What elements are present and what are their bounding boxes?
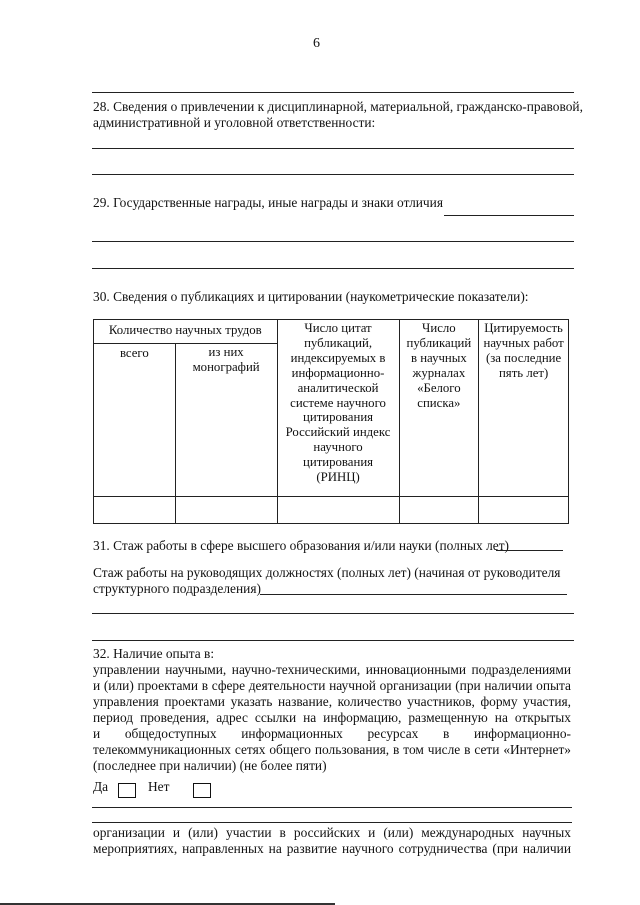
header-scientific-works-count: Количество научных трудов: [94, 320, 278, 344]
section-31-answer-line-1[interactable]: [92, 613, 574, 614]
publications-table: [93, 319, 569, 524]
section-28-line-2: административной и уголовной ответственности:: [93, 115, 376, 130]
no-label: Нет: [148, 779, 170, 794]
section-32-para-line-6: телекоммуникационных сетях общего пользования, в том числе в сети «Интернет»: [93, 742, 571, 757]
section-32-para-line-5: и общедоступных информационных ресурсах в информационно-: [93, 726, 571, 741]
section-29-answer-inline[interactable]: [444, 215, 574, 216]
page-number: 6: [313, 36, 320, 51]
header-citation-index: Цитируемость научных работ (за последние пять лет): [479, 320, 569, 497]
section-30-label: 30. Сведения о публикациях и цитировании (наукометрические показатели):: [93, 289, 529, 304]
section-32-next-line-1: организации и (или) участии в российских и (или) международных научных: [93, 825, 571, 840]
section-32-para-line-4: период проведения, адрес ссылки на информацию, размещенную на открытых: [93, 710, 571, 725]
section-32-para-line-2: и (или) проектами в сфере деятельности научной организации (при наличии опыта: [93, 678, 571, 693]
section-31-years-field[interactable]: [496, 550, 563, 551]
section-32-next-line-2: мероприятиях, направленных на развитие научного сотрудничества (при наличии: [93, 841, 571, 856]
cell-whitelist-publications[interactable]: [399, 497, 479, 524]
yes-checkbox[interactable]: [118, 783, 136, 798]
header-total: всего: [94, 344, 176, 497]
section-28-line-1: 28. Сведения о привлечении к дисциплинарной, материальной, гражданско-правовой,: [93, 99, 583, 114]
cell-monographs[interactable]: [175, 497, 277, 524]
table-header-row: [94, 320, 569, 344]
cell-citation-index[interactable]: [479, 497, 569, 524]
management-years-field[interactable]: [260, 594, 567, 595]
top-rule: [92, 92, 574, 93]
header-monographs: из них монографий: [175, 344, 277, 497]
no-checkbox[interactable]: [193, 783, 211, 798]
header-whitelist-publications: Число публикаций в научных журналах «Белого списка»: [399, 320, 479, 497]
section-29-answer-line-2[interactable]: [92, 268, 574, 269]
header-rinc-citations: Число цитат публикаций, индексируемых в информационно-аналитической системе научного цитирования Российский индекс научного цитирования (РИНЦ): [277, 320, 399, 497]
section-28-answer-line-2[interactable]: [92, 174, 574, 175]
section-28-answer-line-1[interactable]: [92, 148, 574, 149]
table-row: [94, 497, 569, 524]
section-31-label: 31. Стаж работы в сфере высшего образования и/или науки (полных лет): [93, 538, 510, 553]
section-29-answer-line-1[interactable]: [92, 241, 574, 242]
cell-total[interactable]: [94, 497, 176, 524]
section-29-label: 29. Государственные награды, иные награды и знаки отличия: [93, 195, 443, 210]
section-32-para-line-3: управления проектами указать название, количество участников, форму участия,: [93, 694, 571, 709]
section-32-para-line-1: управлении научными, научно-техническими, инновационными подразделениями: [93, 662, 571, 677]
management-experience-line-2: структурного подразделения): [93, 581, 261, 596]
management-experience-line-1: Стаж работы на руководящих должностях (полных лет) (начиная от руководителя: [93, 565, 561, 580]
section-32-answer-line-2[interactable]: [92, 822, 572, 823]
section-32-title: 32. Наличие опыта в:: [93, 646, 215, 661]
section-31-answer-line-2[interactable]: [92, 640, 574, 641]
cell-rinc-citations[interactable]: [277, 497, 399, 524]
yes-label: Да: [93, 779, 109, 794]
section-32-para-line-7: (последнее при наличии) (не более пяти): [93, 758, 327, 773]
section-32-answer-line-1[interactable]: [92, 807, 572, 808]
